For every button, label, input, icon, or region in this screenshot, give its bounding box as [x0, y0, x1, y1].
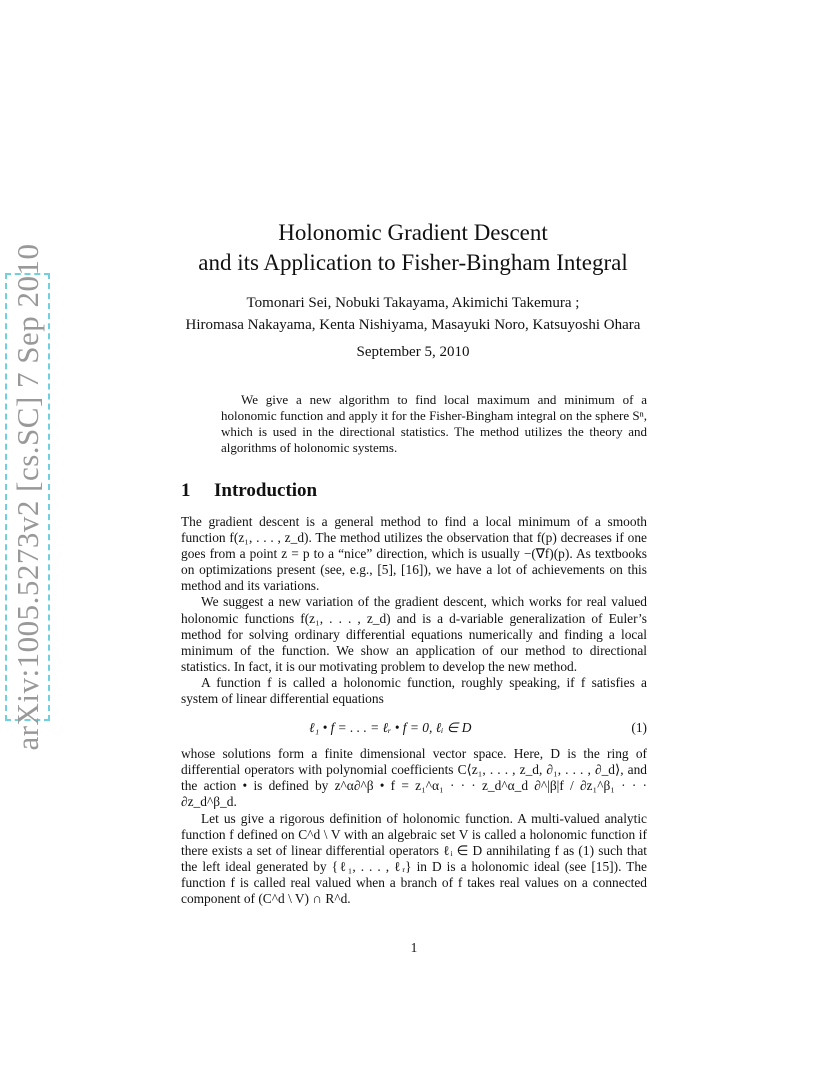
- equation-number: (1): [631, 720, 647, 736]
- authors: [120, 292, 706, 336]
- abstract: We give a new algorithm to find local maximum and minimum of a holonomic function and apply it for the Fisher-Bingham integral on the sphere Sⁿ, which is used in the directional statistics. The method utilizes the theory and algorithms of holonomic systems.: [221, 392, 647, 455]
- date: September 5, 2010: [356, 344, 470, 360]
- title-line-2: and its Application to Fisher-Bingham Integral: [198, 250, 628, 275]
- section-number: 1: [181, 480, 191, 501]
- equation-1: [181, 716, 647, 742]
- paragraph-3: A function f is called a holonomic function, roughly speaking, if f satisfies a system of linear differential equations: [181, 674, 647, 707]
- paragraph-1: The gradient descent is a general method to find a local minimum of a smooth function f(z₁, . . . , z_d). The method utilizes the observation that f(p) decreases if one goes from a point z = p to a “nice” direction, which is usually −(∇f)(p). As textbooks on optimizations present (see, e.g., [5], [16]), we have a lot of achievements on this method and its variations.: [181, 514, 647, 594]
- page-number: 1: [410, 940, 418, 955]
- equation-body: ℓ₁ • f = . . . = ℓᵣ • f = 0, ℓᵢ ∈ D: [309, 720, 472, 736]
- arxiv-stamp: [5, 243, 50, 751]
- body-text: [181, 514, 647, 907]
- title-line-1: Holonomic Gradient Descent: [278, 220, 548, 245]
- arxiv-stamp-text: arXiv:1005.5273v2 [cs.SC] 7 Sep 2010: [9, 243, 45, 751]
- paragraph-4: whose solutions form a finite dimensional vector space. Here, D is the ring of differential operators with polynomial coefficients C⟨z₁, . . . , z_d, ∂₁, . . . , ∂_d⟩, and the action • is defined by z^α∂^β • f = z₁^α₁ · · · z_d^α_d ∂^|β|f / ∂z₁^β₁ · · · ∂z_d^β_d.: [181, 746, 647, 810]
- authors-line-2: Hiromasa Nakayama, Kenta Nishiyama, Masayuki Noro, Katsuyoshi Ohara: [185, 317, 641, 333]
- paper-title: [120, 218, 706, 278]
- paragraph-5: Let us give a rigorous definition of holonomic function. A multi-valued analytic function f defined on C^d \ V with an algebraic set V is called a holonomic function if there exists a set of linear differential operators ℓᵢ ∈ D annihilating f as (1) such that the left ideal generated by {ℓ₁, . . . , ℓᵣ} in D is a holonomic ideal (see [15]). The function f is called real valued when a branch of f takes real values on a connected component of (C^d \ V) ∩ R^d.: [181, 810, 647, 906]
- authors-line-1: Tomonari Sei, Nobuki Takayama, Akimichi Takemura ;: [246, 295, 580, 311]
- paragraph-2: We suggest a new variation of the gradient descent, which works for real valued holonomic functions f(z₁, . . . , z_d) and is a d-variable generalization of Euler’s method for solving ordinary differential equations numerically and finding a local minimum of the function. We show an application of our method to directional statistics. In fact, it is our motivating problem to develop the new method.: [181, 594, 647, 674]
- section-heading: [181, 480, 317, 502]
- section-title: Introduction: [214, 480, 318, 501]
